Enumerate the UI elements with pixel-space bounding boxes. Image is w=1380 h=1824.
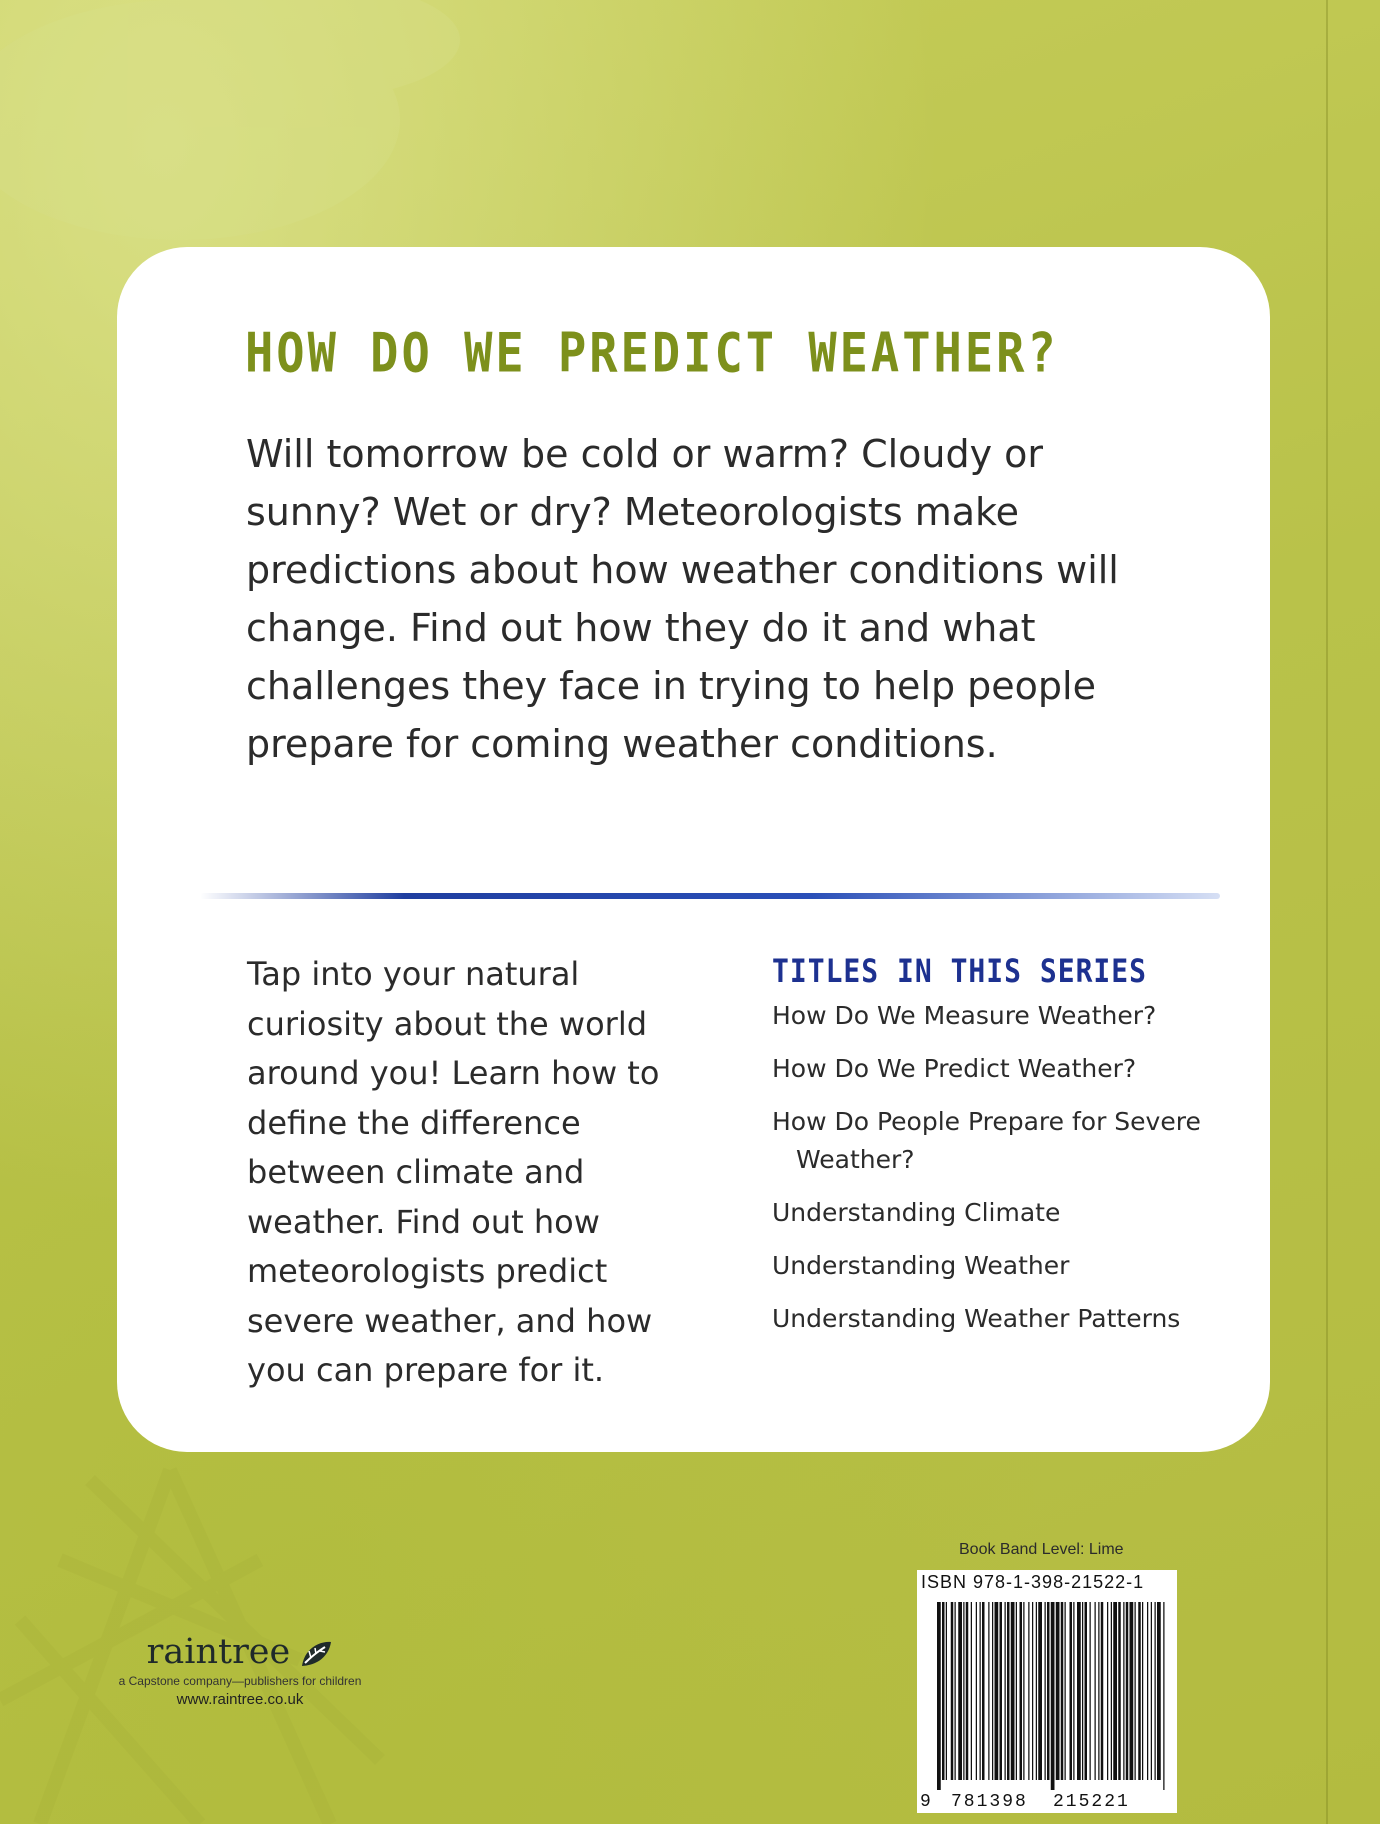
barcode-digit-group-right: 215221 bbox=[1053, 1792, 1130, 1812]
series-item: How Do People Prepare for Severe Weather? bbox=[772, 1107, 1201, 1174]
barcode-digit-first: 9 bbox=[920, 1792, 931, 1812]
book-band-level: Book Band Level: Lime bbox=[959, 1541, 1124, 1558]
barcode bbox=[917, 1570, 1177, 1813]
barcode-digit-group-left: 781398 bbox=[951, 1792, 1028, 1812]
page-title: HOW DO WE PREDICT WEATHER? bbox=[245, 322, 1059, 386]
isbn-label: ISBN 978-1-398-21522-1 bbox=[921, 1572, 1145, 1592]
series-list bbox=[772, 997, 1232, 1353]
leaf-icon bbox=[299, 1639, 333, 1669]
barcode-bars bbox=[937, 1602, 1165, 1790]
series-item: Understanding Weather bbox=[772, 1251, 1070, 1280]
series-item: How Do We Predict Weather? bbox=[772, 1054, 1137, 1083]
lead-paragraph: Will tomorrow be cold or warm? Cloudy or sunny? Wet or dry? Meteorologists make predictions about how weather conditions will change. Find out how they do it and what challenges they face in trying to help people prepare for coming weather conditions. bbox=[246, 432, 1119, 766]
body-paragraph: Tap into your natural curiosity about the world around you! Learn how to define the difference between climate and weather. Find out how meteorologists predict severe weather, and how you can prepare for it. bbox=[247, 955, 660, 1389]
series-heading: TITLES IN THIS SERIES bbox=[772, 952, 1148, 990]
publisher-block bbox=[100, 1632, 380, 1708]
publisher-website: www.raintree.co.uk bbox=[176, 1691, 304, 1708]
divider-line bbox=[200, 893, 1220, 899]
publisher-tagline: a Capstone company—publishers for children bbox=[118, 1674, 362, 1688]
spine-edge bbox=[1326, 0, 1328, 1824]
series-item: How Do We Measure Weather? bbox=[772, 1001, 1157, 1030]
series-item: Understanding Climate bbox=[772, 1198, 1061, 1227]
series-item: Understanding Weather Patterns bbox=[772, 1304, 1181, 1333]
publisher-logo-text: raintree bbox=[146, 1632, 291, 1672]
